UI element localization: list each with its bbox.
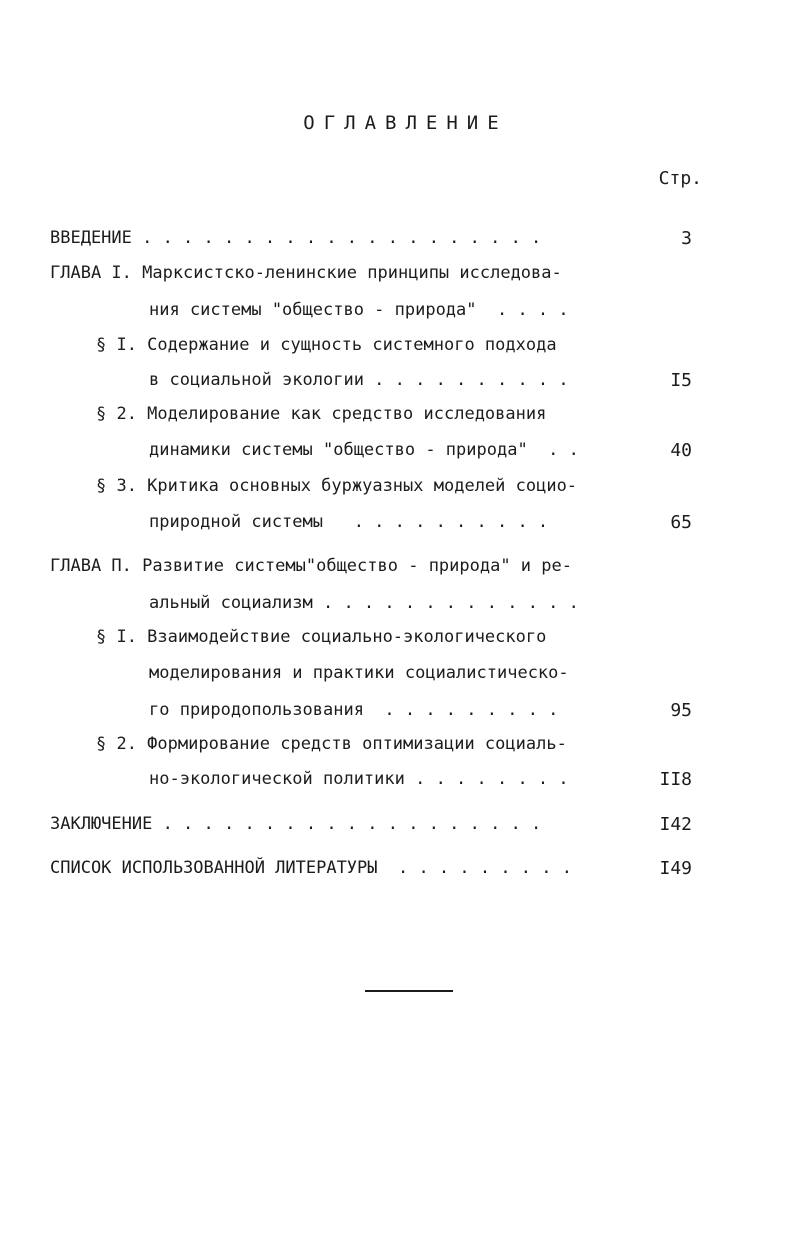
toc-line-bibliography: СПИСОК ИСПОЛЬЗОВАННОЙ ЛИТЕРАТУРЫ . . . . . . . . . (50, 858, 572, 878)
toc-page-ch1-sec1: I5 (670, 370, 692, 391)
page-column-label: Стр. (658, 168, 702, 189)
toc-page-ch2-sec2: II8 (659, 769, 692, 790)
toc-line-ch1-sec3-cont: природной системы . . . . . . . . . . (149, 512, 549, 532)
toc-line-ch2-sec1: § I. Взаимодействие социально-экологического (96, 627, 547, 647)
toc-line-ch1-sec3: § 3. Критика основных буржуазных моделей социо- (96, 476, 578, 496)
toc-line-ch1-sec1: § I. Содержание и сущность системного подхода (96, 335, 557, 355)
toc-line-ch1-sec2-cont: динамики системы "общество - природа" . . (149, 440, 579, 460)
toc-line-chapter2: ГЛАВА П. Развитие системы"общество - природа" и ре- (50, 556, 572, 576)
toc-line-introduction: ВВЕДЕНИЕ . . . . . . . . . . . . . . . . . . . . (50, 228, 542, 248)
closing-rule (365, 990, 453, 992)
toc-line-conclusion: ЗАКЛЮЧЕНИЕ . . . . . . . . . . . . . . . . . . . (50, 814, 542, 834)
toc-page-conclusion: I42 (659, 814, 692, 835)
toc-page-bibliography: I49 (659, 858, 692, 879)
toc-page-introduction: 3 (681, 228, 692, 249)
toc-line-chapter1: ГЛАВА I. Марксистско-ленинские принципы исследова- (50, 263, 562, 283)
toc-page-ch1-sec3: 65 (670, 512, 692, 533)
toc-line-ch2-sec1-cont2: го природопользования . . . . . . . . . (149, 700, 559, 720)
toc-page-ch2-sec1: 95 (670, 700, 692, 721)
toc-line-ch2-sec2: § 2. Формирование средств оптимизации социаль- (96, 734, 567, 754)
toc-line-ch1-sec1-cont: в социальной экологии . . . . . . . . . . (149, 370, 569, 390)
page-title: ОГЛАВЛЕНИЕ (303, 112, 508, 134)
toc-line-chapter1-cont: ния системы "общество - природа" . . . . (149, 300, 569, 320)
toc-line-ch1-sec2: § 2. Моделирование как средство исследования (96, 404, 547, 424)
toc-line-ch2-sec1-cont: моделирования и практики социалистическо- (149, 663, 569, 683)
toc-line-ch2-sec2-cont: но-экологической политики . . . . . . . . (149, 769, 569, 789)
toc-page-ch1-sec2: 40 (670, 440, 692, 461)
toc-line-chapter2-cont: альный социализм . . . . . . . . . . . . . (149, 593, 579, 613)
